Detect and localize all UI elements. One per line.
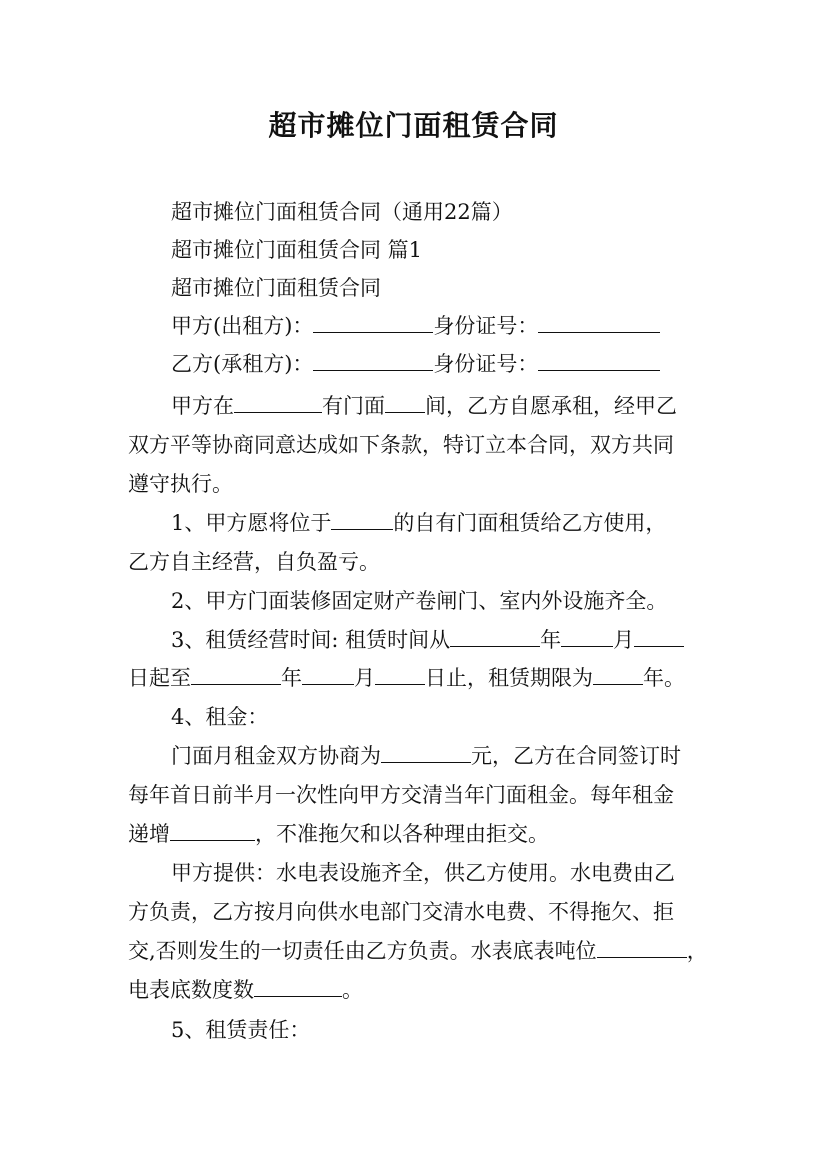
clause-text: 月 — [354, 666, 375, 690]
clause-text: 。 — [342, 978, 363, 1002]
party-a-name-blank[interactable] — [313, 314, 433, 333]
address-blank[interactable] — [331, 511, 393, 530]
start-month-blank[interactable] — [561, 628, 613, 647]
supply-line-2: 方负责，乙方按月向供水电部门交清水电费、不得拖欠、拒 — [128, 900, 674, 924]
party-a-label: 甲方(出租方)： — [171, 314, 314, 338]
supply-line-3 — [128, 939, 708, 963]
contract-name: 超市摊位门面租赁合同 — [171, 276, 381, 300]
storefront-count-blank[interactable] — [385, 394, 425, 413]
end-year-blank[interactable] — [191, 666, 281, 685]
party-a-id-label: 身份证号： — [433, 314, 539, 338]
clause-text: 年 — [281, 666, 302, 690]
intro-line-2: 双方平等协商同意达成如下条款，特订立本合同，双方共同 — [128, 433, 674, 457]
intro-text: 间，乙方自愿承租，经甲乙 — [425, 394, 677, 418]
clause-5-heading: 5、租赁责任： — [171, 1018, 311, 1042]
clause-text: 交,否则发生的一切责任由乙方负责。水表底表吨位 — [128, 939, 597, 963]
start-day-blank[interactable] — [634, 628, 684, 647]
clause-text: 3、租赁经营时间: 租赁时间从 — [171, 628, 451, 652]
subtitle-line: 超市摊位门面租赁合同（通用22篇） — [171, 200, 513, 224]
intro-line-1 — [171, 394, 677, 418]
party-b-name-blank[interactable] — [313, 352, 433, 371]
document-title: 超市摊位门面租赁合同 — [268, 109, 559, 142]
clause-1-line-2: 乙方自主经营，自负盈亏。 — [128, 550, 380, 574]
end-month-blank[interactable] — [302, 666, 354, 685]
clause-text: 元，乙方在合同签订时 — [471, 744, 681, 768]
clause-4-heading: 4、租金： — [171, 705, 269, 729]
party-b-line — [171, 352, 660, 376]
clause-text: 门面月租金双方协商为 — [171, 744, 381, 768]
party-a-id-blank[interactable] — [538, 314, 660, 333]
clause-4-line-2: 每年首日前半月一次性向甲方交清当年门面租金。每年租金 — [128, 783, 674, 807]
monthly-rent-blank[interactable] — [381, 744, 471, 763]
start-year-blank[interactable] — [450, 628, 540, 647]
intro-text: 甲方在 — [171, 394, 234, 418]
party-a-line — [171, 314, 660, 338]
clause-1-line-1 — [171, 511, 666, 535]
location-blank[interactable] — [234, 394, 322, 413]
clause-text: 月 — [613, 628, 635, 652]
electric-meter-blank[interactable] — [254, 978, 342, 997]
clause-text: 年 — [540, 628, 562, 652]
clause-text: 递增 — [128, 822, 170, 846]
clause-text: 1、甲方愿将位于 — [171, 511, 332, 535]
clause-text: 日起至 — [128, 666, 191, 690]
clause-4-line-1 — [171, 744, 681, 768]
rent-increase-blank[interactable] — [170, 822, 255, 841]
water-meter-blank[interactable] — [597, 939, 687, 958]
clause-text: ，不准拖欠和以各种理由拒交。 — [255, 822, 549, 846]
clause-4-line-3 — [128, 822, 549, 846]
supply-line-4 — [128, 978, 363, 1002]
party-b-label: 乙方(承租方)： — [171, 352, 314, 376]
clause-text: 日止，租赁期限为 — [425, 666, 593, 690]
clause-text: 的自有门面租赁给乙方使用， — [393, 511, 667, 535]
intro-text: 有门面 — [322, 394, 385, 418]
clause-2: 2、甲方门面装修固定财产卷闸门、室内外设施齐全。 — [171, 589, 668, 613]
clause-text: 年。 — [643, 666, 685, 690]
clause-text: ， — [686, 939, 708, 963]
clause-3-line-1 — [171, 628, 684, 652]
party-b-id-blank[interactable] — [538, 352, 660, 371]
party-b-id-label: 身份证号： — [433, 352, 539, 376]
clause-text: 电表底数度数 — [128, 978, 254, 1002]
clause-3-line-2 — [128, 666, 685, 690]
lease-term-blank[interactable] — [593, 666, 643, 685]
intro-line-3: 遵守执行。 — [128, 472, 233, 496]
supply-line-1: 甲方提供：水电表设施齐全，供乙方使用。水电费由乙 — [171, 861, 675, 885]
section-heading: 超市摊位门面租赁合同 篇1 — [171, 238, 423, 262]
end-day-blank[interactable] — [375, 666, 425, 685]
